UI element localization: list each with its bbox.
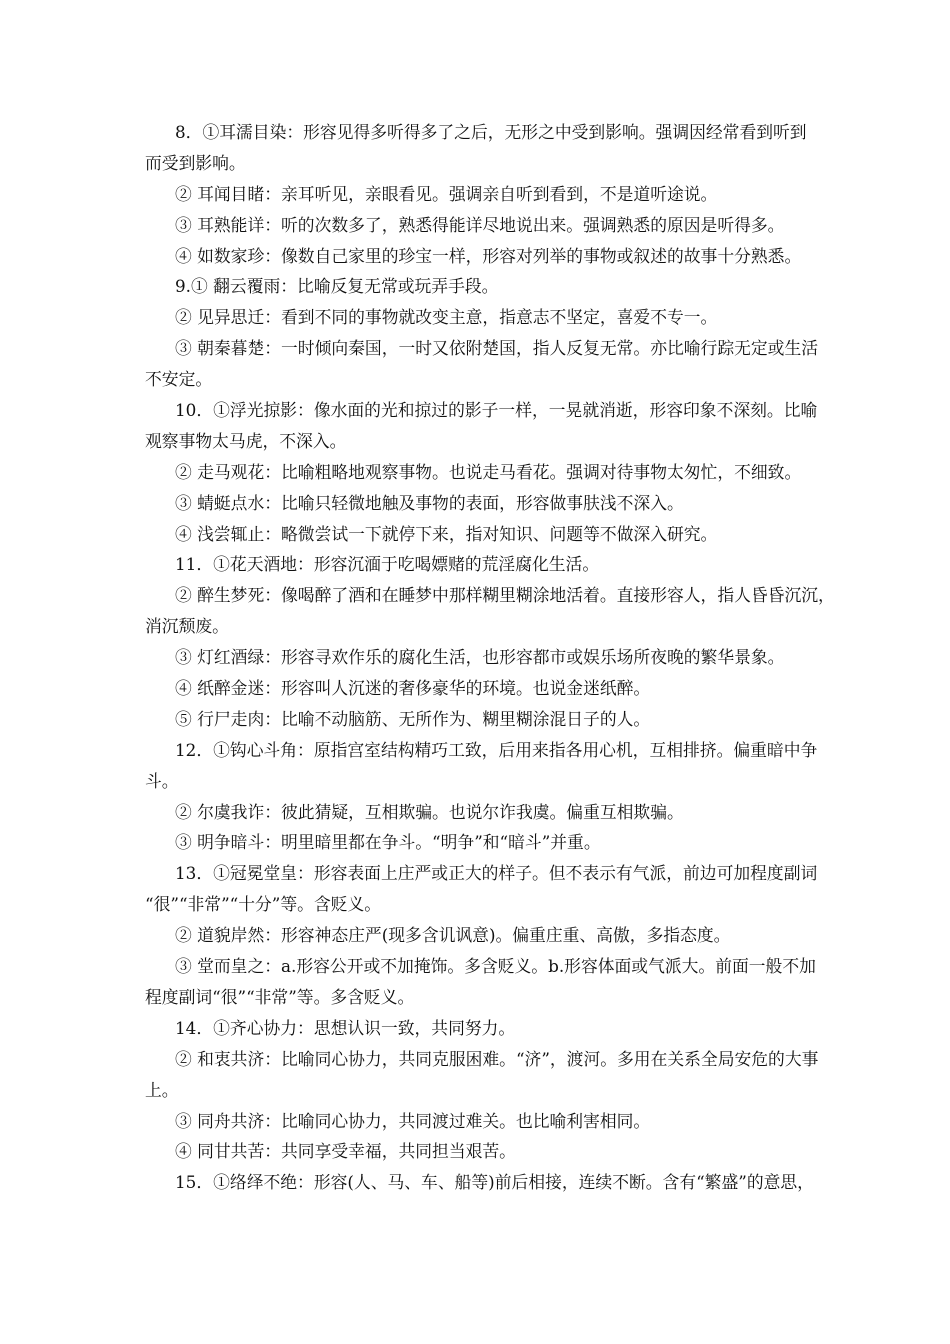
paragraph (145, 302, 835, 333)
paragraph (145, 1013, 835, 1044)
paragraph (145, 673, 835, 704)
text-line: 斗。 (145, 770, 179, 791)
text-line: ③ 同舟共济：比喻同心协力，共同渡过难关。也比喻利害相同。 (175, 1110, 651, 1131)
text-line: ④ 同甘共苦：共同享受幸福，共同担当艰苦。 (175, 1141, 516, 1162)
text-line: 观察事物太马虎，不深入。 (145, 430, 347, 451)
paragraph (145, 333, 835, 395)
text-line: 消沉颓废。 (145, 616, 229, 637)
document-body (145, 117, 835, 1198)
text-line: 而受到影响。 (145, 152, 246, 173)
text-line: ③ 明争暗斗：明里暗里都在争斗。“明争”和“暗斗”并重。 (175, 832, 601, 853)
text-line: ② 耳闻目睹：亲耳听见，亲眼看见。强调亲自听到看到，不是道听途说。 (175, 183, 718, 204)
text-line: ③ 蜻蜓点水：比喻只轻微地触及事物的表面，形容做事肤浅不深入。 (175, 492, 684, 513)
text-line: ② 尔虞我诈：彼此猜疑，互相欺骗。也说尔诈我虞。偏重互相欺骗。 (175, 801, 684, 822)
text-line: ④ 纸醉金迷：形容叫人沉迷的奢侈豪华的环境。也说金迷纸醉。 (175, 678, 651, 699)
paragraph (145, 858, 835, 920)
paragraph (145, 488, 835, 519)
paragraph (145, 549, 835, 580)
paragraph (145, 827, 835, 858)
text-line: 8．①耳濡目染：形容见得多听得多了之后，无形之中受到影响。强调因经常看到听到 (175, 122, 807, 142)
paragraph (145, 580, 835, 642)
paragraph (145, 117, 835, 179)
text-line: ② 和衷共济：比喻同心协力，共同克服困难。“济”，渡河。多用在关系全局安危的大事 (175, 1048, 819, 1069)
text-line: 15．①络绎不绝：形容(人、马、车、船等)前后相接，连续不断。含有“繁盛”的意思， (175, 1172, 814, 1193)
paragraph (145, 735, 835, 797)
paragraph (145, 1106, 835, 1137)
text-line: ④ 浅尝辄止：略微尝试一下就停下来，指对知识、问题等不做深入研究。 (175, 523, 718, 544)
text-line: 10．①浮光掠影：像水面的光和掠过的影子一样，一晃就消逝，形容印象不深刻。比喻 (175, 400, 818, 421)
paragraph (145, 920, 835, 951)
text-line: 12．①钩心斗角：原指宫室结构精巧工致，后用来指各用心机，互相排挤。偏重暗中争 (175, 739, 818, 760)
paragraph (145, 797, 835, 828)
text-line: 上。 (145, 1079, 179, 1100)
text-line: 程度副词“很”“非常”等。多含贬义。 (145, 986, 415, 1007)
paragraph (145, 1136, 835, 1167)
text-line: 13．①冠冕堂皇：形容表面上庄严或正大的样子。但不表示有气派，前边可加程度副词 (175, 863, 818, 884)
paragraph (145, 642, 835, 673)
text-line: ③ 朝秦暮楚：一时倾向秦国，一时又依附楚国，指人反复无常。亦比喻行踪无定或生活 (175, 338, 819, 359)
paragraph (145, 241, 835, 272)
text-line: ③ 灯红酒绿：形容寻欢作乐的腐化生活，也形容都市或娱乐场所夜晚的繁华景象。 (175, 647, 785, 668)
paragraph (145, 210, 835, 241)
text-line: ④ 如数家珍：像数自己家里的珍宝一样，形容对列举的事物或叙述的故事十分熟悉。 (175, 245, 802, 266)
text-line: 9.① 翻云覆雨：比喻反复无常或玩弄手段。 (175, 276, 499, 297)
text-line: ② 见异思迁：看到不同的事物就改变主意，指意志不坚定，喜爱不专一。 (175, 307, 718, 328)
text-line: ② 醉生梦死：像喝醉了酒和在睡梦中那样糊里糊涂地活着。直接形容人，指人昏昏沉沉， (175, 585, 835, 606)
paragraph (145, 457, 835, 488)
paragraph (145, 519, 835, 550)
paragraph (145, 271, 835, 302)
paragraph (145, 1044, 835, 1106)
text-line: 不安定。 (145, 369, 213, 390)
text-line: ③ 堂而皇之：a.形容公开或不加掩饰。多含贬义。b.形容体面或气派大。前面一般不加 (175, 956, 816, 977)
text-line: ⑤ 行尸走肉：比喻不动脑筋、无所作为、糊里糊涂混日子的人。 (175, 708, 651, 729)
paragraph (145, 1167, 835, 1198)
text-line: ② 走马观花：比喻粗略地观察事物。也说走马看花。强调对待事物太匆忙，不细致。 (175, 461, 802, 482)
paragraph (145, 704, 835, 735)
text-line: “很”“非常”“十分”等。含贬义。 (145, 894, 382, 915)
text-line: ② 道貌岸然：形容神态庄严(现多含讥讽意)。偏重庄重、高傲，多指态度。 (175, 925, 731, 946)
paragraph (145, 395, 835, 457)
text-line: ③ 耳熟能详：听的次数多了，熟悉得能详尽地说出来。强调熟悉的原因是听得多。 (175, 214, 785, 235)
paragraph (145, 951, 835, 1013)
text-line: 11．①花天酒地：形容沉湎于吃喝嫖赌的荒淫腐化生活。 (175, 554, 600, 575)
paragraph (145, 179, 835, 210)
text-line: 14．①齐心协力：思想认识一致，共同努力。 (175, 1017, 516, 1038)
